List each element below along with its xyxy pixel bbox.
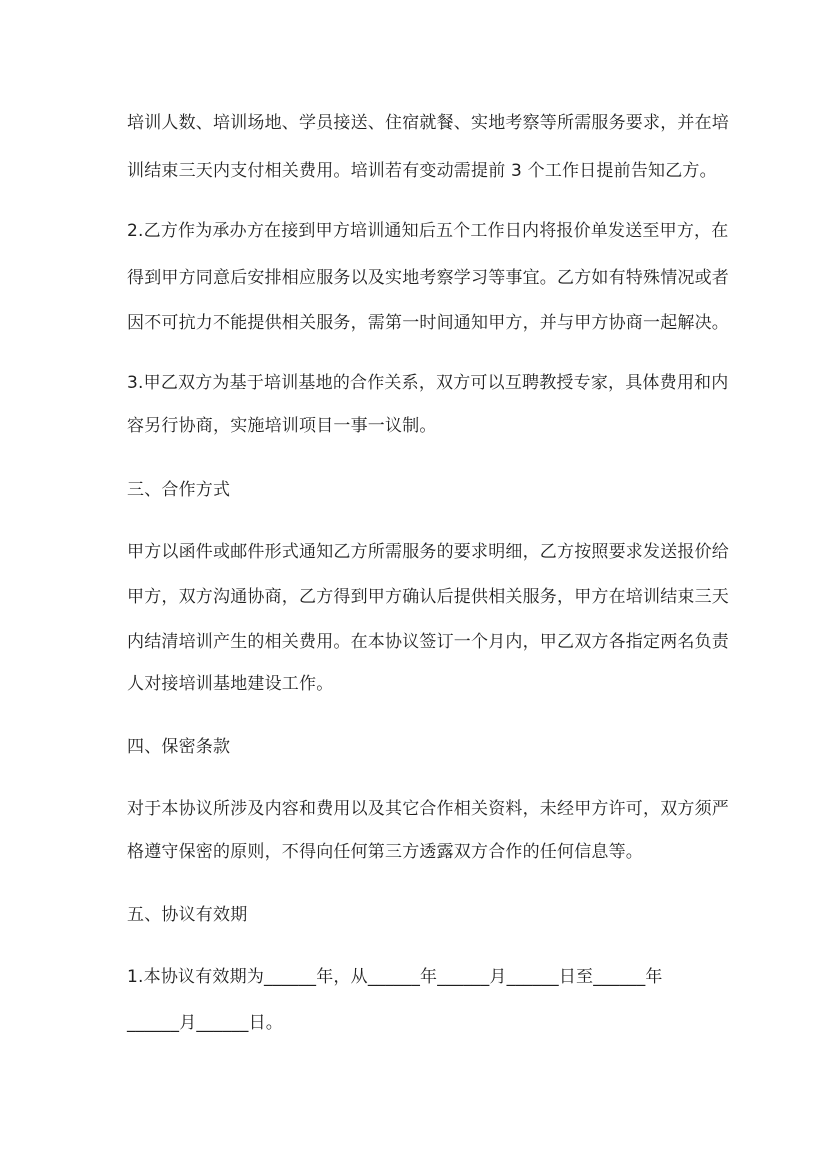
clause-2-line: 因不可抗力不能提供相关服务，需第一时间通知甲方，并与甲方协商一起解决。 xyxy=(127,313,729,333)
cooperation-paragraph-line: 内结清培训产生的相关费用。在本协议签订一个月内，甲乙双方各指定两名负责 xyxy=(127,632,729,652)
cooperation-paragraph-line: 人对接培训基地建设工作。 xyxy=(127,674,334,694)
validity-clause-line: 1.本协议有效期为______年，从______年______月______日至______年 xyxy=(127,967,663,987)
cooperation-paragraph-line: 甲方以函件或邮件形式通知乙方所需服务的要求明细，乙方按照要求发送报价给 xyxy=(127,542,729,562)
section-heading-confidentiality: 四、保密条款 xyxy=(127,737,231,757)
confidentiality-paragraph-line: 对于本协议所涉及内容和费用以及其它合作相关资料，未经甲方许可，双方须严 xyxy=(127,799,729,819)
clause-2-line: 2.乙方作为承办方在接到甲方培训通知后五个工作日内将报价单发送至甲方，在 xyxy=(127,221,729,241)
section-heading-validity: 五、协议有效期 xyxy=(127,905,248,925)
clause-3-line: 容另行协商，实施培训项目一事一议制。 xyxy=(127,416,437,436)
clause-3-line: 3.甲乙双方为基于培训基地的合作关系，双方可以互聘教授专家，具体费用和内 xyxy=(127,373,729,393)
section-heading-cooperation: 三、合作方式 xyxy=(127,480,231,500)
cooperation-paragraph-line: 甲方，双方沟通协商，乙方得到甲方确认后提供相关服务，甲方在培训结束三天 xyxy=(127,587,729,607)
validity-clause-line: ______月______日。 xyxy=(127,1013,283,1033)
clause-2-line: 得到甲方同意后安排相应服务以及实地考察学习等事宜。乙方如有特殊情况或者 xyxy=(127,268,729,288)
paragraph-line: 训结束三天内支付相关费用。培训若有变动需提前 3 个工作日提前告知乙方。 xyxy=(127,161,717,181)
paragraph-line: 培训人数、培训场地、学员接送、住宿就餐、实地考察等所需服务要求，并在培 xyxy=(127,113,729,133)
confidentiality-paragraph-line: 格遵守保密的原则，不得向任何第三方透露双方合作的任何信息等。 xyxy=(127,842,643,862)
